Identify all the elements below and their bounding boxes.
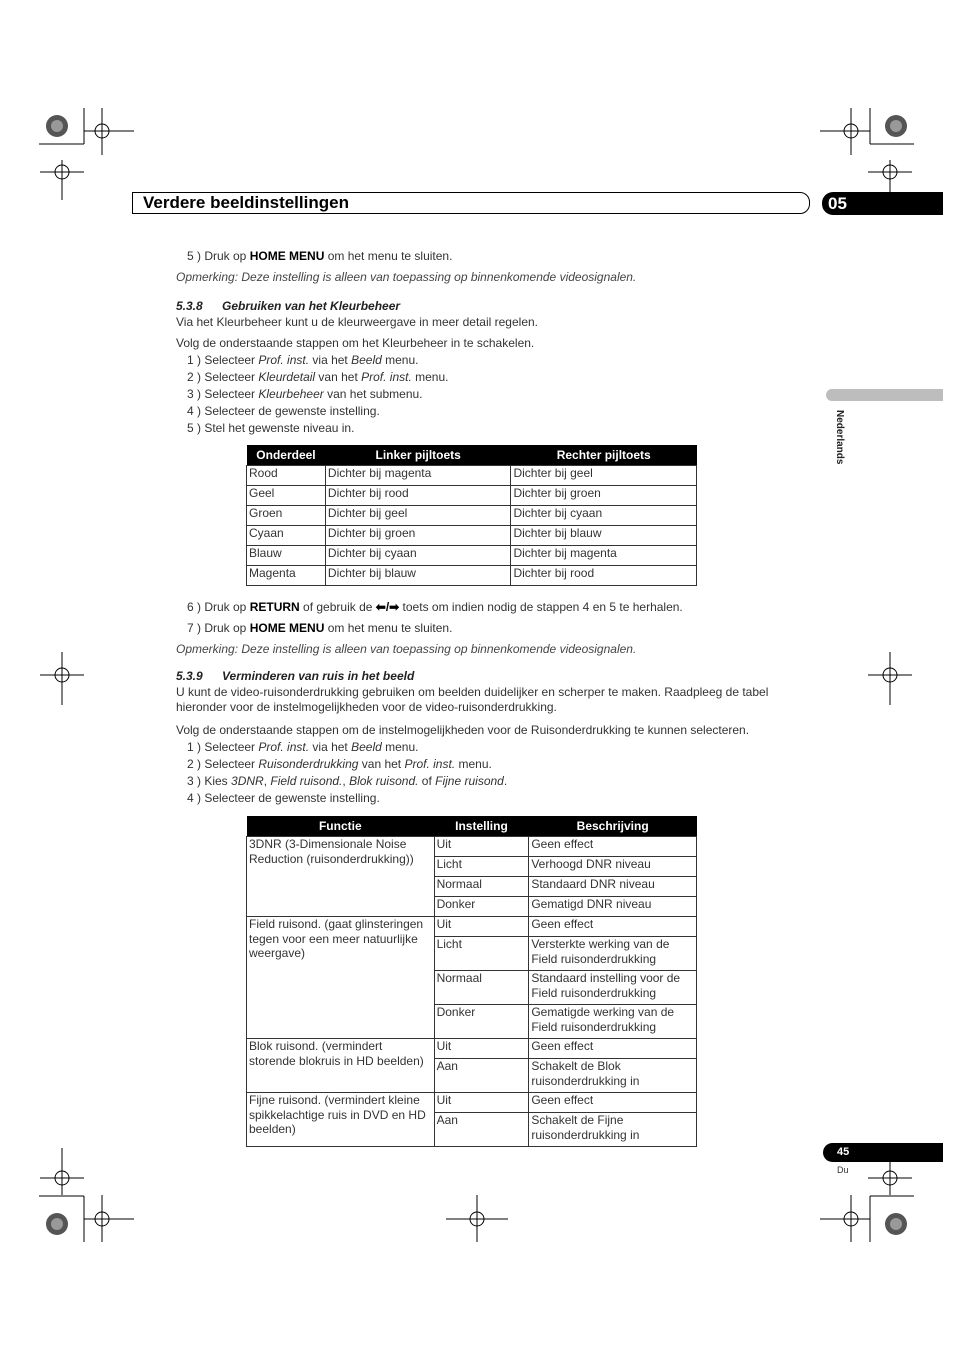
function-cell: Field ruisond. (gaat glinsteringen tegen voor een meer natuurlijke weergave) xyxy=(247,917,435,1039)
s538-step-3: 3 ) Selecteer Kleurbeheer van het submenu. xyxy=(187,387,423,401)
page-title: Verdere beeldinstellingen xyxy=(143,193,349,212)
function-cell: Fijne ruisond. (vermindert kleine spikkelachtige ruis in DVD en HD beelden) xyxy=(247,1093,435,1147)
chapter-header xyxy=(132,192,810,214)
table-row: Licht Verhoogd DNR niveau xyxy=(247,857,697,877)
table-row: Magenta Dichter bij blauw Dichter bij rood xyxy=(247,566,697,586)
table-row: Geel Dichter bij rood Dichter bij groen xyxy=(247,486,697,506)
table-row: Aan Schakelt de Fijne ruisonderdrukking in xyxy=(247,1113,697,1147)
table-header-row xyxy=(247,445,697,466)
s539-step-1: 1 ) Selecteer Prof. inst. via het Beeld menu. xyxy=(187,740,419,754)
table-row: Normaal Standaard DNR niveau xyxy=(247,877,697,897)
section-539-follow: Volg de onderstaande stappen om de instelmogelijkheden voor de Ruisonderdrukking te kunnen selecteren. xyxy=(176,723,750,737)
s538-step-4: 4 ) Selecteer de gewenste instelling. xyxy=(187,404,380,418)
noise-reduction-table xyxy=(246,816,697,1147)
section-539-intro-2: hieronder voor de instelmogelijkheden voor de video-ruisonderdrukking. xyxy=(176,700,557,714)
s539-step-2: 2 ) Selecteer Ruisonderdrukking van het Prof. inst. menu. xyxy=(187,757,492,771)
note-top: Opmerking: Deze instelling is alleen van toepassing op binnenkomende videosignalen. xyxy=(176,270,637,284)
table-row: Field ruisond. (gaat glinsteringen tegen voor een meer natuurlijke weergave) Uit Geen effect xyxy=(247,917,697,937)
table-row: Donker Gematigd DNR niveau xyxy=(247,897,697,917)
table-row: 3DNR (3-Dimensionale Noise Reduction (ruisonderdrukking)) Uit Geen effect xyxy=(247,837,697,857)
table-header: Functie xyxy=(247,816,435,837)
s538-step-7: 7 ) Druk op HOME MENU om het menu te sluiten. xyxy=(187,621,453,635)
table-row: Blok ruisond. (vermindert storende blokruis in HD beelden) Uit Geen effect xyxy=(247,1039,697,1059)
section-539-heading: 5.3.9 Verminderen van ruis in het beeld xyxy=(176,669,415,683)
table-row: Donker Gematigde werking van de Field ruisonderdrukking xyxy=(247,1005,697,1039)
table-header: Rechter pijltoets xyxy=(511,445,697,466)
step-5-top: 5 ) Druk op HOME MENU om het menu te sluiten. xyxy=(187,249,453,263)
function-cell: 3DNR (3-Dimensionale Noise Reduction (ruisonderdrukking)) xyxy=(247,837,435,917)
s539-step-4: 4 ) Selecteer de gewenste instelling. xyxy=(187,791,380,805)
section-539-intro-1: U kunt de video-ruisonderdrukking gebruiken om beelden duidelijker en scherper te maken. Raadpleeg de tabel xyxy=(176,685,769,699)
table-row: Licht Versterkte werking van de Field ruisonderdrukking xyxy=(247,937,697,971)
table-row: Rood Dichter bij magenta Dichter bij geel xyxy=(247,466,697,486)
page-number: 45 xyxy=(823,1143,943,1162)
s538-step-1: 1 ) Selecteer Prof. inst. via het Beeld menu. xyxy=(187,353,419,367)
table-row: Cyaan Dichter bij groen Dichter bij blauw xyxy=(247,526,697,546)
color-management-table xyxy=(246,445,697,586)
table-header: Beschrijving xyxy=(529,816,697,837)
table-header: Onderdeel xyxy=(247,445,326,466)
table-row: Blauw Dichter bij cyaan Dichter bij magenta xyxy=(247,546,697,566)
table-row: Aan Schakelt de Blok ruisonderdrukking in xyxy=(247,1059,697,1093)
arrow-keys-icon: ⬅/➡ xyxy=(375,600,400,614)
language-code: Du xyxy=(837,1165,849,1175)
function-cell: Blok ruisond. (vermindert storende blokruis in HD beelden) xyxy=(247,1039,435,1093)
section-538-heading: 5.3.8 Gebruiken van het Kleurbeheer xyxy=(176,299,401,313)
table-header: Linker pijltoets xyxy=(325,445,511,466)
section-538-intro: Via het Kleurbeheer kunt u de kleurweergave in meer detail regelen. xyxy=(176,315,539,329)
table-row: Normaal Standaard instelling voor de Field ruisonderdrukking xyxy=(247,971,697,1005)
s538-step-5: 5 ) Stel het gewenste niveau in. xyxy=(187,421,355,435)
note-538: Opmerking: Deze instelling is alleen van toepassing op binnenkomende videosignalen. xyxy=(176,642,637,656)
table-header-row xyxy=(247,816,697,837)
section-538-follow: Volg de onderstaande stappen om het Kleurbeheer in te schakelen. xyxy=(176,336,535,350)
table-row: Groen Dichter bij geel Dichter bij cyaan xyxy=(247,506,697,526)
language-label: Nederlands xyxy=(834,410,845,465)
s538-step-2: 2 ) Selecteer Kleurdetail van het Prof. inst. menu. xyxy=(187,370,449,384)
s538-step-6: 6 ) Druk op RETURN of gebruik de ⬅/➡ toets om indien nodig de stappen 4 en 5 te herhalen. xyxy=(187,600,683,614)
language-tab xyxy=(826,389,943,401)
table-row: Fijne ruisond. (vermindert kleine spikkelachtige ruis in DVD en HD beelden) Uit Geen effect xyxy=(247,1093,697,1113)
table-header: Instelling xyxy=(434,816,529,837)
s539-step-3: 3 ) Kies 3DNR, Field ruisond., Blok ruisond. of Fijne ruisond. xyxy=(187,774,508,788)
chapter-number: 05 xyxy=(822,192,943,215)
